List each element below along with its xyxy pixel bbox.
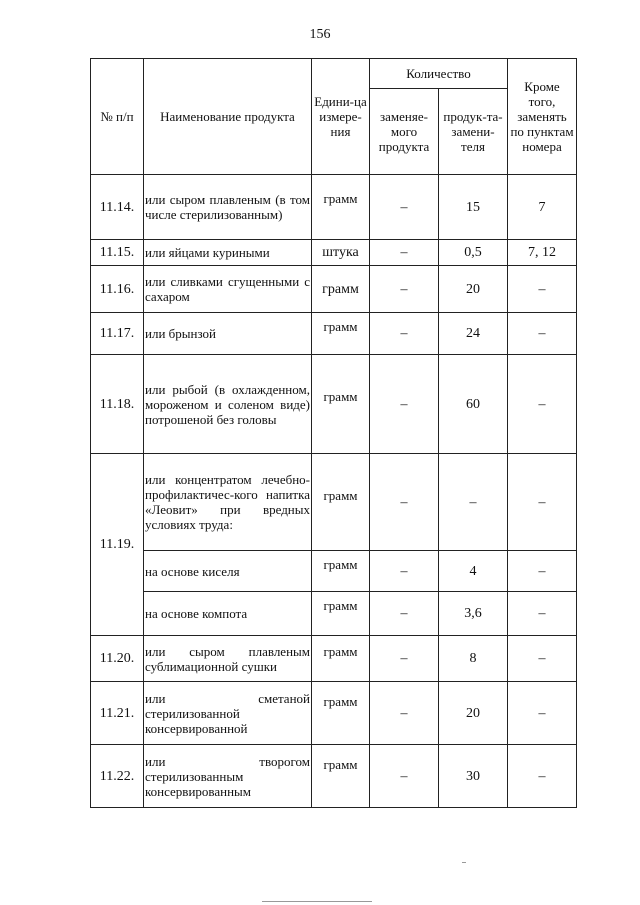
replaced-qty: – [370, 355, 439, 454]
unit: грамм [312, 175, 370, 240]
table-row [91, 266, 577, 313]
product-name: или сыром плавленым (в том числе стерилизованным) [144, 175, 312, 240]
replacement-qty: 20 [439, 682, 508, 745]
unit: грамм [312, 355, 370, 454]
row-number: 11.16. [91, 266, 144, 313]
replacement-qty: 60 [439, 355, 508, 454]
extra-items: – [508, 551, 577, 592]
table-row [91, 355, 577, 454]
replaced-qty: – [370, 240, 439, 266]
row-number: 11.22. [91, 745, 144, 808]
replaced-qty: – [370, 551, 439, 592]
replacement-qty: 30 [439, 745, 508, 808]
table-row [91, 454, 577, 551]
row-number: 11.15. [91, 240, 144, 266]
extra-items: – [508, 313, 577, 355]
unit: грамм [312, 592, 370, 636]
unit: грамм [312, 454, 370, 551]
row-number: 11.14. [91, 175, 144, 240]
product-name: или сливками сгущенными с сахаром [144, 266, 312, 313]
row-number: 11.19. [91, 454, 144, 636]
replaced-qty: – [370, 636, 439, 682]
product-name: или яйцами куриными [144, 240, 312, 266]
product-name: или рыбой (в охлажденном, мороженом и соленом виде) потрошеной без головы [144, 355, 312, 454]
product-name: или брынзой [144, 313, 312, 355]
extra-items: – [508, 745, 577, 808]
unit: грамм [312, 682, 370, 745]
header-extra: Кроме того, заменять по пунктам номера [508, 59, 577, 175]
header-quantity: Количество [370, 59, 508, 89]
unit: штука [312, 240, 370, 266]
table-row [91, 175, 577, 240]
unit: грамм [312, 745, 370, 808]
page-number: 156 [309, 27, 331, 42]
header-num: № п/п [91, 59, 144, 175]
replacement-qty: 4 [439, 551, 508, 592]
header-unit: Едини-ца измере-ния [312, 59, 370, 175]
product-name: или сыром плавленым сублимационной сушки [144, 636, 312, 682]
header-replacement: продук-та-замени-теля [439, 89, 508, 175]
product-name: или сметаной стерилизованной консервированной [144, 682, 312, 745]
extra-items: 7 [508, 175, 577, 240]
replaced-qty: – [370, 313, 439, 355]
row-number: 11.17. [91, 313, 144, 355]
extra-items: – [508, 266, 577, 313]
table-row [91, 240, 577, 266]
replacement-qty: 8 [439, 636, 508, 682]
unit: грамм [312, 313, 370, 355]
row-number: 11.18. [91, 355, 144, 454]
product-name: на основе компота [144, 592, 312, 636]
product-name: или концентратом лечебно-профилактичес-кого напитка «Леовит» при вредных условиях труда: [144, 454, 312, 551]
replacement-qty: 15 [439, 175, 508, 240]
product-name: или творогом стерилизованным консервированным [144, 745, 312, 808]
substitution-table [90, 58, 577, 808]
table-row [91, 592, 577, 636]
replaced-qty: – [370, 745, 439, 808]
replaced-qty: – [370, 454, 439, 551]
replacement-qty: 20 [439, 266, 508, 313]
row-number: 11.21. [91, 682, 144, 745]
scan-mark [462, 862, 466, 863]
extra-items: – [508, 355, 577, 454]
replaced-qty: – [370, 592, 439, 636]
replacement-qty: 0,5 [439, 240, 508, 266]
extra-items: – [508, 454, 577, 551]
extra-items: – [508, 592, 577, 636]
table-row [91, 745, 577, 808]
extra-items: 7, 12 [508, 240, 577, 266]
header-name: Наименование продукта [144, 59, 312, 175]
replacement-qty: 3,6 [439, 592, 508, 636]
replaced-qty: – [370, 175, 439, 240]
extra-items: – [508, 636, 577, 682]
table-row [91, 682, 577, 745]
header-replaced: заменяе-мого продукта [370, 89, 439, 175]
table-row [91, 313, 577, 355]
product-name: на основе киселя [144, 551, 312, 592]
unit: грамм [312, 266, 370, 313]
unit: грамм [312, 636, 370, 682]
table-row [91, 551, 577, 592]
scan-mark [262, 901, 372, 902]
table-row [91, 636, 577, 682]
row-number: 11.20. [91, 636, 144, 682]
extra-items: – [508, 682, 577, 745]
replacement-qty: 24 [439, 313, 508, 355]
replacement-qty: – [439, 454, 508, 551]
replaced-qty: – [370, 682, 439, 745]
unit: грамм [312, 551, 370, 592]
replaced-qty: – [370, 266, 439, 313]
